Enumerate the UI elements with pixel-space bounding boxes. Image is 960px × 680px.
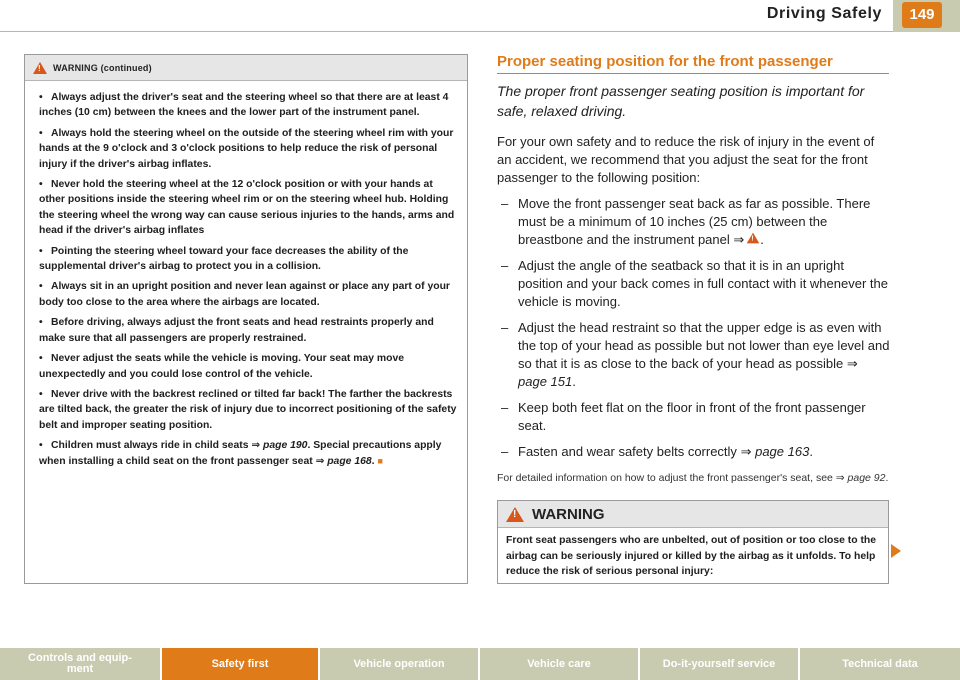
warning-box-continued	[24, 54, 468, 584]
continue-arrow-icon	[891, 544, 901, 558]
tab-do-it-yourself-service[interactable]: Do-it-yourself service	[640, 648, 800, 680]
page-ref-link[interactable]: page 163	[755, 444, 810, 459]
warning-heading: WARNING	[532, 505, 605, 523]
page-number-tab	[893, 0, 960, 32]
chapter-nav	[0, 648, 960, 680]
right-column	[497, 52, 890, 584]
list-item: – Adjust the angle of the seatback so that it is in an upright position and your back comes in full contact with it whenever the vehicle is moving.	[501, 258, 888, 309]
warning-header	[25, 55, 467, 81]
page-ref-link[interactable]: page 190	[262, 440, 308, 452]
instruction-list	[497, 195, 890, 461]
tab-controls-and-equipment[interactable]: Controls and equip- ment	[0, 648, 162, 680]
heading-rule	[497, 73, 889, 74]
warning-triangle-icon	[506, 507, 524, 522]
warning-item: • Before driving, always adjust the front seats and head restraints properly and make sure that all passengers are properly restrained.	[39, 317, 434, 344]
end-mark-icon: ■	[377, 455, 383, 466]
warning-item: • Pointing the steering wheel toward your face decreases the ability of the supplemental driver's airbag to protect you in a collision.	[39, 245, 409, 273]
tab-vehicle-care[interactable]: Vehicle care	[480, 648, 640, 680]
warning-item: • Never hold the steering wheel at the 12 o'clock position or with your hands at other positions inside the steering wheel rim or on the steering wheel hub. Holding the steering wheel the wrong way can cause serious injuries to the hands, arms and head if the driver's airbag inflates	[39, 179, 455, 237]
page-ref-arrow-icon: ⇒	[251, 440, 261, 452]
warning-triangle-icon	[33, 62, 47, 74]
list-item: – Fasten and wear safety belts correctly ⇒ page 163.	[501, 444, 813, 459]
list-item: – Keep both feet flat on the floor in front of the front passenger seat.	[501, 400, 866, 433]
warning-item-last: • Children must always ride in child seats ⇒ page 190. Special precautions apply when installing a child seat on the front passenger seat ⇒ page 168. ■	[39, 440, 442, 467]
page-ref-link[interactable]: page 92	[847, 472, 886, 484]
page-ref-link[interactable]: page 168	[327, 455, 372, 467]
warning-body	[25, 81, 467, 469]
warning-item: • Always adjust the driver's seat and the steering wheel so that there are at least 4 inches (10 cm) between the knees and the lower part of the instrument panel.	[39, 92, 449, 119]
warning-item: • Never drive with the backrest reclined or tilted far back! The farther the backrests are tilted back, the greater the risk of injury due to incorrect positioning of the safety belt and improper seating position.	[39, 388, 457, 431]
list-item: – Move the front passenger seat back as far as possible. There must be a minimum of 10 inches (25 cm) between the breastbone and the instrument panel ⇒! .	[497, 195, 890, 249]
lead-paragraph: The proper front passenger seating position is important for safe, relaxed driving.	[497, 83, 865, 119]
page-ref-arrow-icon: ⇒	[315, 455, 325, 467]
warning-box	[497, 500, 889, 584]
list-item: – Adjust the head restraint so that the upper edge is as even with the top of your head as possible but not lower than eye level and so that it is as close to the back of your head as possible ⇒ page 151.	[501, 320, 890, 389]
page-ref-arrow-icon: ⇒	[846, 356, 858, 371]
warning-header	[498, 501, 888, 528]
section-title: Driving Safely	[766, 5, 882, 22]
tab-safety-first[interactable]: Safety first	[162, 648, 320, 680]
warning-item: • Never adjust the seats while the vehicle is moving. Your seat may move unexpectedly and you could lose control of the vehicle.	[39, 353, 405, 380]
page-ref-arrow-icon: ⇒	[733, 232, 745, 247]
warning-heading: WARNING (continued)	[53, 62, 152, 73]
header-rule	[0, 31, 893, 32]
warning-body: Front seat passengers who are unbelted, out of position or too close to the airbag can be seriously injured or killed by the airbag as it unfolds. To help reduce the risk of serious personal injury:	[506, 535, 877, 577]
tab-technical-data[interactable]: Technical data	[800, 648, 960, 680]
section-heading: Proper seating position for the front passenger	[497, 53, 833, 70]
intro-paragraph: For your own safety and to reduce the risk of injury in the event of an accident, we recommend that you adjust the seat for the front passenger to the following position:	[497, 134, 875, 185]
warning-item: • Always sit in an upright position and never lean against or place any part of your body too close to the area where the airbags are located.	[39, 281, 450, 308]
note-paragraph: For detailed information on how to adjust the front passenger's seat, see ⇒ page 92.	[497, 472, 889, 484]
page-number: 149	[902, 2, 942, 28]
page-ref-link[interactable]: page 151	[518, 374, 573, 389]
warning-triangle-icon	[747, 233, 760, 244]
page-ref-arrow-icon: ⇒	[835, 472, 845, 484]
warning-item: • Always hold the steering wheel on the outside of the steering wheel rim with your hands at the 9 o'clock and 3 o'clock positions to help reduce the risk of personal injury if the driver's airbag inflates.	[39, 127, 454, 170]
tab-vehicle-operation[interactable]: Vehicle operation	[320, 648, 480, 680]
page-ref-arrow-icon: ⇒	[740, 444, 752, 459]
